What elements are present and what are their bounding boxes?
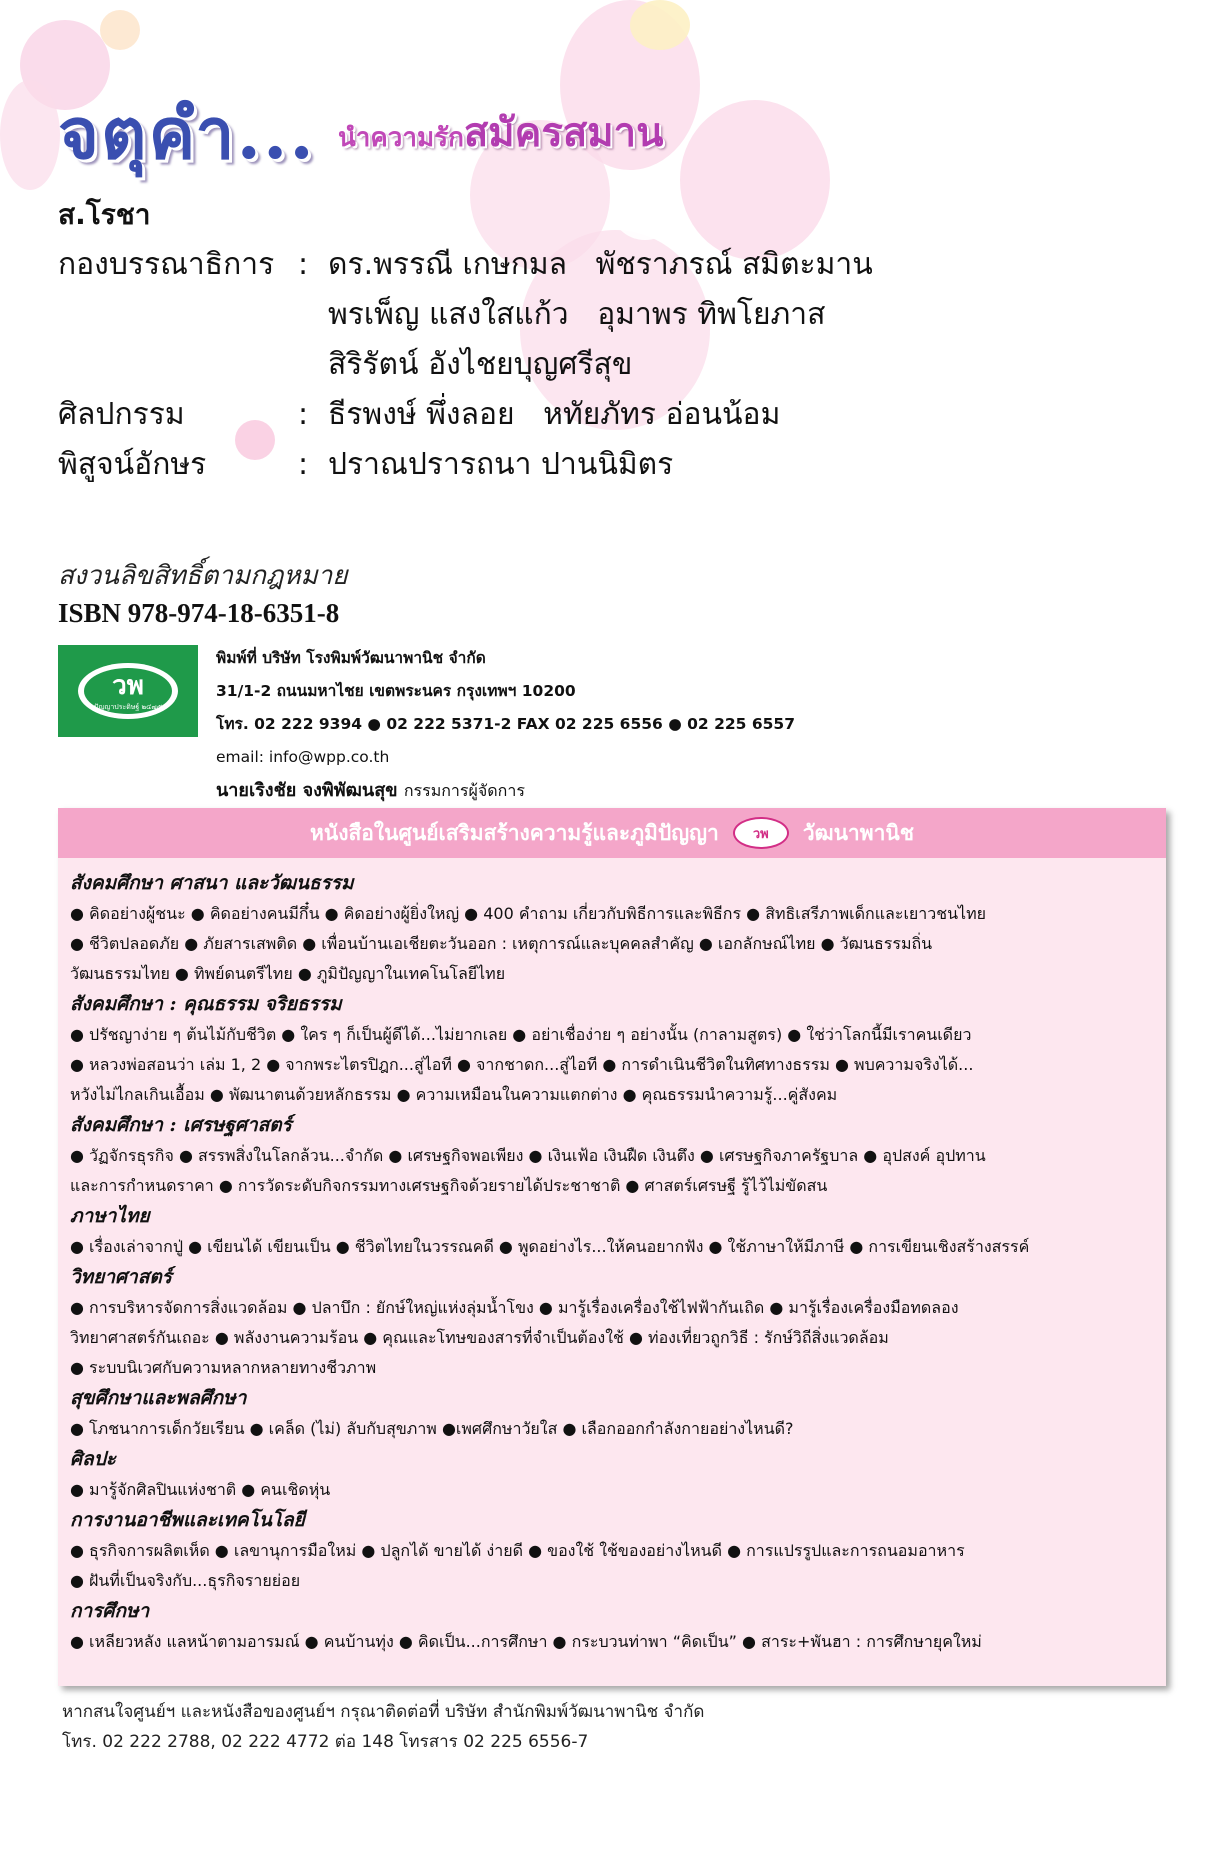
manager-role: กรรมการผู้จัดการ <box>403 781 525 800</box>
logo-caption: ปัญญาประดิษฐ์ ๒๔๗๕ <box>94 703 162 711</box>
catalog-line: หวังไม่ไกลเกินเอื้อม ● พัฒนาตนด้วยหลักธรรม ● ความเหมือนในความแตกต่าง ● คุณธรรมนำความรู้...คู่สังคม <box>70 1085 838 1104</box>
catalog-line: ● เรื่องเล่าจากปู่ ● เขียนได้ เขียนเป็น ● ชีวิตไทยในวรรณคดี ● พูดอย่างไร...ให้คนอยากฟัง ● ใช้ภาษาให้มีภาษี ● การเขียนเชิงสร้างสรรค์ <box>70 1237 1030 1256</box>
flower-petal <box>630 0 690 50</box>
credit-colon: : <box>298 247 309 282</box>
catalog-section-title: สังคมศึกษา : คุณธรรม จริยธรรม <box>70 993 342 1015</box>
credit-row <box>58 440 873 490</box>
flower-petal <box>0 80 60 190</box>
catalog-line: ● การบริหารจัดการสิ่งแวดล้อม ● ปลาบึก : ยักษ์ใหญ่แห่งลุ่มน้ำโขง ● มารู้เรื่องเครื่องใช้ไฟฟ้ากันเถิด ● มารู้เรื่องเครื่องมือทดลอง <box>70 1298 959 1317</box>
title-sub-prefix: นำความรัก <box>338 123 464 153</box>
title-main: จตุคำ... <box>58 92 316 175</box>
catalog-line: วัฒนธรรมไทย ● ทิพย์ดนตรีไทย ● ภูมิปัญญาในเทคโนโลยีไทย <box>70 964 506 983</box>
credit-row <box>58 340 873 390</box>
printer-phone: โทร. 02 222 9394 ● 02 222 5371-2 FAX 02 225 6556 ● 02 225 6557 <box>216 715 795 733</box>
flower-petal <box>100 10 140 50</box>
credit-value: ปราณปรารถนา ปานนิมิตร <box>328 447 674 482</box>
printer-manager <box>216 774 795 807</box>
copyright-notice: สงวนลิขสิทธิ์ตามกฎหมาย <box>58 561 348 591</box>
catalog-line: ● มารู้จักศิลปินแห่งชาติ ● คนเชิดหุ่น <box>70 1480 331 1499</box>
catalog-line: ● ชีวิตปลอดภัย ● ภัยสารเสพติด ● เพื่อนบ้านเอเชียตะวันออก : เหตุการณ์และบุคคลสำคัญ ● เอกลักษณ์ไทย ● วัฒนธรรมถิ่น <box>70 934 933 953</box>
logo-text: วพ <box>112 671 144 701</box>
catalog-line: ● คิดอย่างผู้ชนะ ● คิดอย่างคนมีกึ๋น ● คิดอย่างผู้ยิ่งใหญ่ ● 400 คำถาม เกี่ยวกับพิธีการและพิธีกร ● สิทธิเสรีภาพเด็กและเยาวชนไทย <box>70 904 987 923</box>
credit-value: พรเพ็ญ แสงใสแก้ว อุมาพร ทิพโยภาส <box>328 297 826 332</box>
catalog-line: และการกำหนดราคา ● การวัดระดับกิจกรรมทางเศรษฐกิจด้วยรายได้ประชาชาติ ● ศาสตร์เศรษฐี รู้ไว้ไม่ขัดสน <box>70 1176 828 1195</box>
title <box>58 78 758 175</box>
printer-name: พิมพ์ที่ บริษัท โรงพิมพ์วัฒนาพานิช จำกัด <box>216 649 486 667</box>
catalog-line: ● ธุรกิจการผลิตเห็ด ● เลขานุการมือใหม่ ● ปลูกได้ ขายได้ ง่ายดี ● ของใช้ ใช้ของอย่างไหนดี ● การแปรรูปและการถนอมอาหาร <box>70 1541 965 1560</box>
catalog-line: ● หลวงพ่อสอนว่า เล่ม 1, 2 ● จากพระไตรปิฎก...สู่ไอที ● จากชาดก...สู่ไอที ● การดำเนินชีวิตในทิศทางธรรม ● พบความจริงได้... <box>70 1055 974 1074</box>
catalog-line: ● เหลียวหลัง แลหน้าตามอารมณ์ ● คนบ้านทุ่ง ● คิดเป็น...การศึกษา ● กระบวนท่าพา “คิดเป็น” ● สาระ+พันฮา : การศึกษายุคใหม่ <box>70 1632 982 1651</box>
credit-colon: : <box>298 447 309 482</box>
catalog-section-title: ภาษาไทย <box>70 1205 150 1227</box>
credit-label: กองบรรณาธิการ <box>58 247 275 282</box>
catalog-heading <box>58 808 1166 858</box>
catalog-heading-right: วัฒนาพานิช <box>802 820 914 845</box>
catalog-section-title: สังคมศึกษา : เศรษฐศาสตร์ <box>70 1114 292 1136</box>
catalog-line: ● วัฏจักรธุรกิจ ● สรรพสิ่งในโลกล้วน...จำกัด ● เศรษฐกิจพอเพียง ● เงินเฟ้อ เงินฝืด เงินตึง ● เศรษฐกิจภาครัฐบาล ● อุปสงค์ อุปทาน <box>70 1146 986 1165</box>
manager-name: นายเริงชัย จงพิพัฒนสุข <box>216 780 398 801</box>
credit-value: สิริรัตน์ อังไชยบุญศรีสุข <box>328 347 633 382</box>
catalog-heading-left: หนังสือในศูนย์เสริมสร้างความรู้และภูมิปัญญา <box>310 820 719 845</box>
catalog-section-title: ศิลปะ <box>70 1448 116 1470</box>
catalog-line: ● ฝันที่เป็นจริงกับ...ธุรกิจรายย่อย <box>70 1571 301 1590</box>
printer-email: email: info@wpp.co.th <box>216 748 390 766</box>
publisher-logo <box>58 645 198 737</box>
footer-line: หากสนใจศูนย์ฯ และหนังสือของศูนย์ฯ กรุณาติดต่อที่ บริษัท สำนักพิมพ์วัฒนาพานิช จำกัด <box>62 1702 705 1722</box>
catalog-section-title: การงานอาชีพและเทคโนโลยี <box>70 1509 305 1531</box>
credit-colon: : <box>298 397 309 432</box>
title-sub-main: สมัครสมาน <box>463 110 664 156</box>
credit-value: ธีรพงษ์ พึ่งลอย หทัยภัทร อ่อนน้อม <box>328 397 781 432</box>
author-name: ส.โรชา <box>58 198 151 231</box>
catalog-line: ● ระบบนิเวศกับความหลากหลายทางชีวภาพ <box>70 1358 377 1377</box>
credit-value: ดร.พรรณี เกษกมล พัชราภรณ์ สมิตะมาน <box>328 247 873 282</box>
printer-info <box>216 642 795 807</box>
credit-label: พิสูจน์อักษร <box>58 447 207 482</box>
publisher-logo-icon <box>73 656 183 726</box>
catalog-body <box>70 868 1160 1657</box>
catalog-section-title: สุขศึกษาและพลศึกษา <box>70 1387 247 1409</box>
credit-label: ศิลปกรรม <box>58 397 185 432</box>
catalog-line: ● โภชนาการเด็กวัยเรียน ● เคล็ด (ไม่) ลับกับสุขภาพ ●เพศศึกษาวัยใส ● เลือกออกกำลังกายอย่างไหนดี? <box>70 1419 794 1438</box>
printer-address: 31/1-2 ถนนมหาไชย เขตพระนคร กรุงเทพฯ 10200 <box>216 682 576 700</box>
book-catalog <box>58 808 1166 1686</box>
title-sub <box>338 100 663 164</box>
footer-line: โทร. 02 222 2788, 02 222 4772 ต่อ 148 โทรสาร 02 225 6556-7 <box>62 1732 589 1752</box>
credit-row <box>58 240 873 290</box>
catalog-line: วิทยาศาสตร์กันเถอะ ● พลังงานความร้อน ● คุณและโทษของสารที่จำเป็นต้องใช้ ● ท่องเที่ยวถูกวิธี : รักษ์วิถีสิ่งแวดล้อม <box>70 1328 889 1347</box>
catalog-section-title: สังคมศึกษา ศาสนา และวัฒนธรรม <box>70 872 354 894</box>
catalog-section-title: วิทยาศาสตร์ <box>70 1266 172 1288</box>
credit-row <box>58 290 873 340</box>
credits-block <box>58 190 873 490</box>
catalog-logo-icon: วพ <box>733 817 789 849</box>
catalog-line: ● ปรัชญาง่าย ๆ ต้นไม้กับชีวิต ● ใคร ๆ ก็เป็นผู้ดีได้...ไม่ยากเลย ● อย่าเชื่อง่าย ๆ อย่างนั้น (กาลามสูตร) ● ใช่ว่าโลกนี้มีเราคนเดียว <box>70 1025 972 1044</box>
credit-row <box>58 390 873 440</box>
catalog-section-title: การศึกษา <box>70 1600 150 1622</box>
contact-footer <box>62 1697 704 1757</box>
isbn: ISBN 978-974-18-6351-8 <box>58 598 340 628</box>
